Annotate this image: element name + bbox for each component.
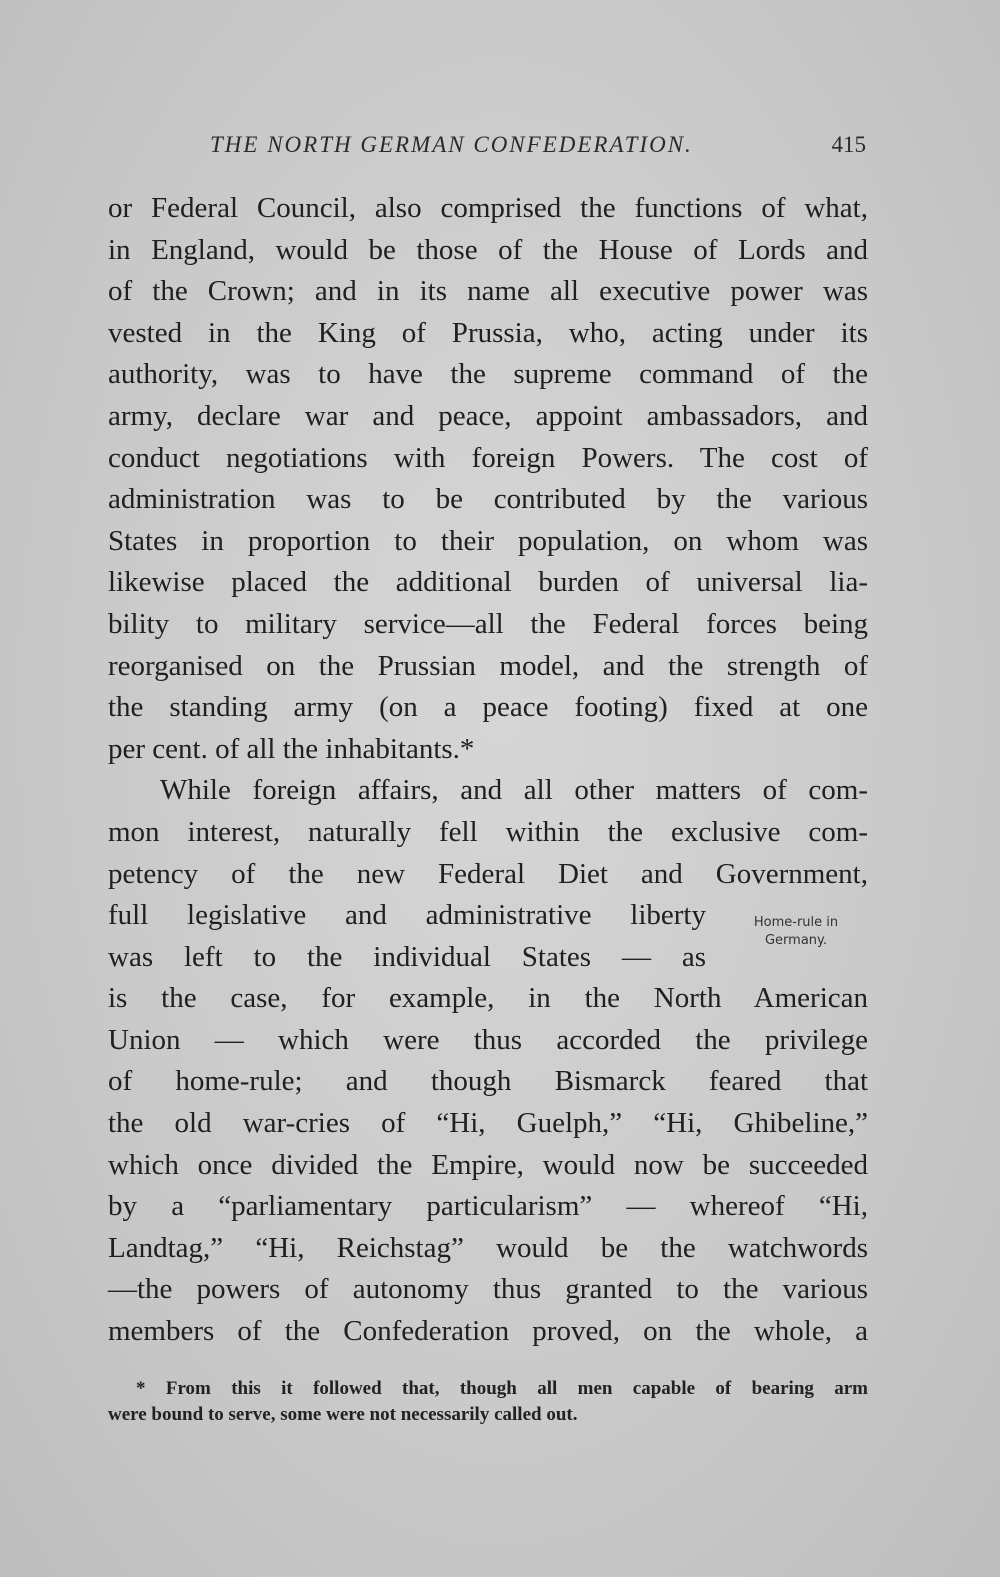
text-line: of home-rule; and though Bismarck feared that <box>108 1065 868 1098</box>
text-line: authority, was to have the supreme command of the <box>108 358 868 391</box>
text-line: reorganised on the Prussian model, and the strength of <box>108 649 868 682</box>
text-line: petency of the new Federal Diet and Government, <box>108 857 868 890</box>
footnote-line: were bound to serve, some were not necessarily called out. <box>108 1404 578 1425</box>
text-line: —the powers of autonomy thus granted to the various <box>108 1273 868 1306</box>
text-line: by a “parliamentary particularism” — whereof “Hi, <box>108 1190 868 1223</box>
text-line: Union — which were thus accorded the privilege <box>108 1023 868 1056</box>
text-line: conduct negotiations with foreign Powers. The cost of <box>108 441 868 474</box>
text-line: mon interest, naturally fell within the exclusive com- <box>108 815 868 848</box>
text-line: vested in the King of Prussia, who, acting under its <box>108 316 868 349</box>
text-line: the standing army (on a peace footing) fixed at one <box>108 691 868 724</box>
text-line: administration was to be contributed by the various <box>108 483 868 516</box>
text-line: the old war-cries of “Hi, Guelph,” “Hi, Ghibeline,” <box>108 1107 868 1140</box>
text-line: States in proportion to their population, on whom was <box>108 524 868 557</box>
text-line: was left to the individual States — as <box>108 940 706 973</box>
text-line: is the case, for example, in the North American <box>108 982 868 1015</box>
footnote-line: * From this it followed that, though all men capable of bearing arm <box>136 1378 868 1399</box>
text-line: While foreign affairs, and all other matters of com- <box>160 774 868 807</box>
text-line: in England, would be those of the House of Lords and <box>108 233 868 266</box>
text-line: per cent. of all the inhabitants.* <box>108 732 475 765</box>
marginal-note <box>732 914 860 950</box>
text-line: full legislative and administrative liberty <box>108 899 706 932</box>
text-line: bility to military service—all the Federal forces being <box>108 607 868 640</box>
text-line: members of the Confederation proved, on the whole, a <box>108 1315 868 1348</box>
running-title: THE NORTH GERMAN CONFEDERATION. <box>210 132 693 157</box>
text-line: Landtag,” “Hi, Reichstag” would be the watchwords <box>108 1231 868 1264</box>
running-head <box>108 128 868 168</box>
body-text <box>108 188 868 1353</box>
text-line: army, declare war and peace, appoint ambassadors, and <box>108 399 868 432</box>
text-line: which once divided the Empire, would now be succeeded <box>108 1148 868 1181</box>
text-line: or Federal Council, also comprised the functions of what, <box>108 192 868 224</box>
page-number: 415 <box>831 132 866 157</box>
footnote <box>108 1376 868 1428</box>
text-line: of the Crown; and in its name all executive power was <box>108 275 868 308</box>
marginal-note-line: Germany. <box>764 933 828 948</box>
text-line: likewise placed the additional burden of universal lia- <box>108 566 868 599</box>
marginal-note-line: Home-rule in <box>753 915 839 930</box>
